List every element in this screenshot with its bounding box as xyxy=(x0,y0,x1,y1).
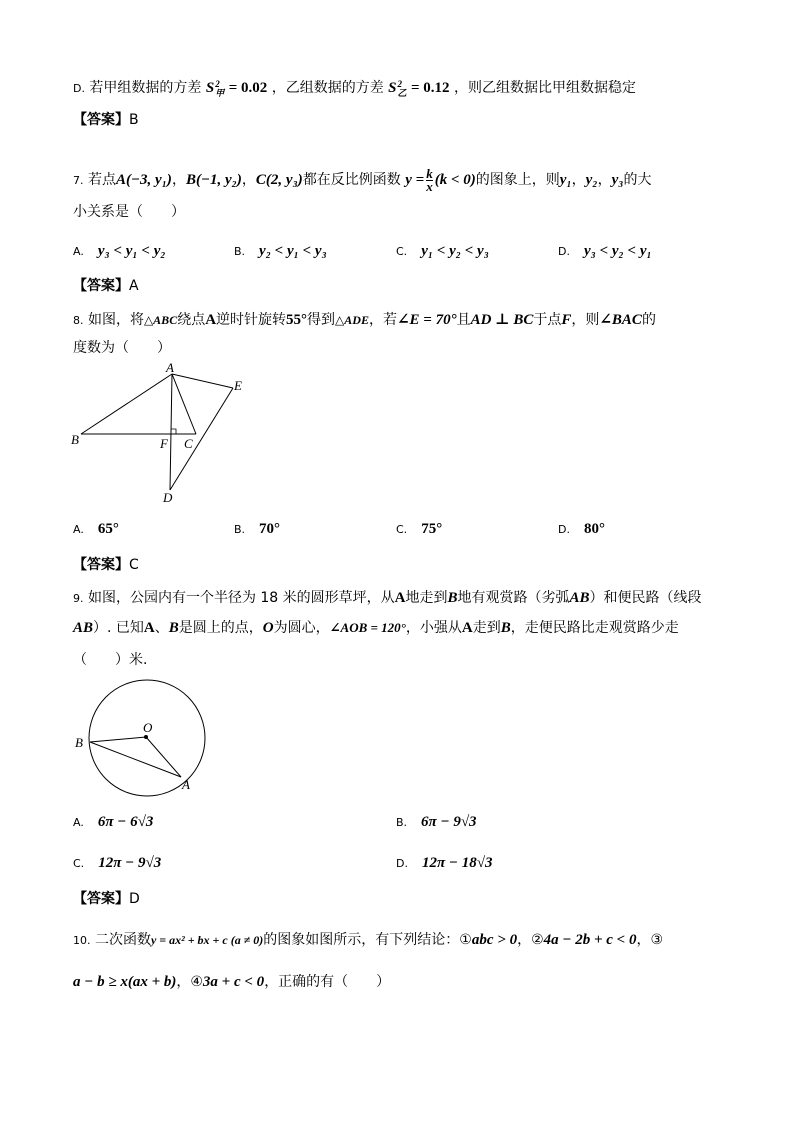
q9-option-a-letter: A. xyxy=(73,816,84,829)
q6-d-text-1: 若甲组数据的方差 xyxy=(89,80,202,96)
q7-func-condition: (k < 0) xyxy=(434,171,476,188)
q8-figure xyxy=(66,362,256,510)
q10-text-2: 的图象如图所示，有下列结论：① xyxy=(263,932,472,948)
q8-rotation-angle: 55° xyxy=(286,312,308,328)
q7-y1: y₁ xyxy=(559,171,572,188)
q7-sep-2: ， xyxy=(241,171,256,188)
q6-answer xyxy=(73,110,139,130)
q7-option-c-letter: C. xyxy=(396,245,408,258)
q9-text-2d: 为圆心， xyxy=(273,620,330,636)
q8-text-line2: 度数为（ ） xyxy=(73,340,171,356)
q10-function: y = ax² + bx + c (a ≠ 0) xyxy=(150,933,264,947)
q7-option-c[interactable] xyxy=(396,243,489,260)
q6-var2-sup: 2 xyxy=(397,78,402,89)
q10-conclusion-2: 4a − 2b + c < 0 xyxy=(543,932,637,948)
q10-number: 10. xyxy=(73,934,91,947)
q10-text-3: ，② xyxy=(517,932,544,948)
q9-point-b-3: B xyxy=(500,620,511,636)
q9-arc-ab: AB xyxy=(569,590,590,606)
q8-condition-angle-e: ∠E = 70° xyxy=(396,312,457,328)
q8-label-f: F xyxy=(160,436,168,451)
q8-option-c-expr: 75° xyxy=(421,521,443,537)
q8-option-a-letter: A. xyxy=(73,523,84,536)
q6-var2-symbol: S xyxy=(388,80,397,96)
q7-answer-value: A xyxy=(129,278,139,294)
q8-stem-line2 xyxy=(73,338,171,358)
q8-triangle-abc: △ABC xyxy=(143,313,178,327)
q8-option-b[interactable] xyxy=(234,521,280,538)
q6-answer-label: 【答案】 xyxy=(73,112,129,128)
q8-point-a: A xyxy=(205,312,217,328)
q9-option-a-expr: 6π − 6√3 xyxy=(97,814,154,830)
q9-text-2e: ，小强从 xyxy=(405,620,462,636)
q6-var1-value: = 0.02 xyxy=(228,80,268,96)
q9-stem-line3 xyxy=(73,650,147,670)
q9-seg-bo xyxy=(90,737,146,742)
q8-right-angle-mark xyxy=(171,429,176,434)
q7-option-a[interactable] xyxy=(73,243,166,260)
q10-text-1: 二次函数 xyxy=(94,932,151,948)
q7-answer-label: 【答案】 xyxy=(73,278,129,294)
q9-text-2f: 走到 xyxy=(472,620,501,636)
q7-point-a: A(−3, y₁) xyxy=(115,171,172,188)
q8-label-d: D xyxy=(163,490,173,505)
q7-text-3: 的图象上，则 xyxy=(475,171,560,188)
q7-answer xyxy=(73,276,139,296)
q9-point-o: O xyxy=(262,620,274,636)
q7-option-b[interactable] xyxy=(234,243,327,260)
q7-func-numerator: k xyxy=(426,166,433,181)
q9-text-2g: ，走便民路比走观赏路少走 xyxy=(510,620,679,636)
q9-seg-ba xyxy=(90,742,181,777)
q10-stem-line2 xyxy=(73,972,390,992)
q7-point-c: C(2, y₃) xyxy=(255,171,303,188)
q8-option-a-expr: 65° xyxy=(97,521,119,537)
q9-answer xyxy=(73,889,140,909)
q9-option-c-expr: 12π − 9√3 xyxy=(98,855,162,871)
q9-option-d[interactable] xyxy=(396,855,492,872)
q9-option-b[interactable] xyxy=(396,814,477,831)
q9-center-dot xyxy=(144,735,148,739)
q10-stem-line1 xyxy=(73,930,663,951)
q10-text-5: ，④ xyxy=(176,974,203,990)
q7-point-b: B(−1, y₂) xyxy=(185,171,242,188)
q9-stem-line2 xyxy=(73,618,679,638)
q7-option-d-expr: y₃ < y₂ < y₁ xyxy=(583,243,652,259)
q7-func-denominator: x xyxy=(426,179,433,194)
q7-option-b-expr: y₂ < y₁ < y₃ xyxy=(259,243,327,259)
q7-option-a-letter: A. xyxy=(73,245,84,258)
q7-stem-line1 xyxy=(73,168,651,193)
q8-seg-ae xyxy=(172,374,233,388)
q7-text-4: 的大 xyxy=(623,171,652,188)
q7-option-a-expr: y₃ < y₁ < y₂ xyxy=(97,243,166,259)
q9-seg-oa xyxy=(146,737,181,777)
q9-option-d-letter: D. xyxy=(396,857,408,870)
q9-label-a: A xyxy=(182,777,190,792)
q8-label-b: B xyxy=(71,432,79,447)
q6-answer-value: B xyxy=(129,112,139,128)
q9-point-b-2: B xyxy=(168,620,179,636)
q9-point-a-3: A xyxy=(461,620,473,636)
q6-d-text-2: ，乙组数据的方差 xyxy=(271,80,384,96)
q9-option-b-expr: 6π − 9√3 xyxy=(421,814,477,830)
q9-figure xyxy=(70,676,210,800)
q8-text-7: 于点 xyxy=(533,312,562,328)
q9-text-2a: ）. 已知 xyxy=(93,620,144,636)
q7-func-lhs: y = xyxy=(405,171,425,188)
q8-point-f: F xyxy=(561,312,572,328)
q8-target-angle: ∠BAC xyxy=(599,312,642,328)
q8-triangle-ade: △ADE xyxy=(335,313,369,327)
q9-label-o: O xyxy=(143,720,153,735)
q8-seg-ac xyxy=(172,374,196,434)
q9-option-c[interactable] xyxy=(73,855,161,872)
q6-variance-yi xyxy=(388,80,406,96)
q6-var2-value: = 0.12 xyxy=(410,80,450,96)
q7-comma-1: ， xyxy=(571,171,586,188)
q9-answer-value: D xyxy=(129,891,140,907)
q9-point-a: A xyxy=(394,590,406,606)
q7-comma-2: ， xyxy=(597,171,612,188)
q6-d-letter: D. xyxy=(73,82,85,95)
q8-label-c: C xyxy=(184,436,193,451)
q8-text-4: 得到 xyxy=(307,312,336,328)
q7-function xyxy=(405,166,476,194)
q9-point-a-2: A xyxy=(143,620,155,636)
q9-text-line3: （ ）米. xyxy=(73,652,148,668)
q7-option-d-letter: D. xyxy=(558,245,570,258)
q9-text-1a: 如图，公园内有一个半径为 18 米的圆形草坪，从 xyxy=(87,590,395,606)
q9-point-b: B xyxy=(447,590,458,606)
q8-label-e: E xyxy=(234,378,242,393)
q9-text-1b: 地走到 xyxy=(405,590,448,606)
q6-var2-sub: 乙 xyxy=(397,87,407,98)
q7-text-2: 都在反比例函数 xyxy=(302,171,401,188)
q9-option-a[interactable] xyxy=(73,814,153,831)
q9-answer-label: 【答案】 xyxy=(73,891,129,907)
q7-number: 7. xyxy=(73,173,84,187)
q9-text-1c: 地有观赏路（劣弧 xyxy=(457,590,570,606)
q8-seg-ad xyxy=(170,374,172,490)
q7-option-d[interactable] xyxy=(558,243,652,260)
q8-seg-de xyxy=(170,388,233,490)
q8-text-8: ，则 xyxy=(571,312,600,328)
q8-text-2: 绕点 xyxy=(177,312,206,328)
q9-text-1d: ）和便民路（线段 xyxy=(589,590,702,606)
q8-condition-perpendicular: AD ⊥ BC xyxy=(470,312,534,328)
q7-text-1: 若点 xyxy=(87,171,116,188)
q8-text-9: 的 xyxy=(641,312,656,328)
q6-var1-sup: 2 xyxy=(215,78,220,89)
q9-segment-ab: AB xyxy=(73,620,94,636)
q8-label-a: A xyxy=(166,362,174,375)
q9-text-2c: 是圆上的点， xyxy=(178,620,263,636)
q8-answer xyxy=(73,555,139,575)
q8-option-d-letter: D. xyxy=(558,523,570,536)
q8-stem-line1 xyxy=(73,310,656,331)
q7-text-line2: 小关系是（ ） xyxy=(73,204,185,220)
q9-number: 9. xyxy=(73,592,84,605)
q8-option-b-expr: 70° xyxy=(259,521,281,537)
q8-text-5: ，若 xyxy=(368,312,397,328)
q7-option-b-letter: B. xyxy=(234,245,246,258)
q6-var1-symbol: S xyxy=(205,80,215,96)
q10-conclusion-4: 3a + c < 0 xyxy=(202,974,265,990)
q8-option-c-letter: C. xyxy=(396,523,408,536)
q10-conclusion-1: abc > 0 xyxy=(471,932,518,948)
q8-seg-ba xyxy=(81,374,172,434)
q9-text-2b: 、 xyxy=(154,620,169,636)
q7-sep-1: ， xyxy=(171,171,186,188)
q8-option-d[interactable] xyxy=(558,521,605,538)
q8-number: 8. xyxy=(73,314,84,327)
q7-stem-line2 xyxy=(73,202,185,222)
q9-angle-aob: ∠AOB = 120° xyxy=(329,620,406,635)
q6-var1-sub: 甲 xyxy=(215,87,225,98)
q9-stem-line1 xyxy=(73,588,702,609)
q8-option-d-expr: 80° xyxy=(583,521,605,537)
q6-d-text-3: ，则乙组数据比甲组数据稳定 xyxy=(453,80,636,96)
q7-y3: y₃ xyxy=(611,171,624,188)
q8-text-1: 如图，将 xyxy=(87,312,144,328)
q10-text-4: ，③ xyxy=(636,932,664,948)
q10-text-6: ，正确的有（ ） xyxy=(264,974,391,990)
q6-variance-jia xyxy=(206,80,224,96)
q9-label-b: B xyxy=(75,735,83,750)
q9-option-b-letter: B. xyxy=(396,816,408,829)
q9-option-d-expr: 12π − 18√3 xyxy=(421,855,493,871)
q8-text-6: 且 xyxy=(456,312,471,328)
q9-option-c-letter: C. xyxy=(73,857,85,870)
q8-option-b-letter: B. xyxy=(234,523,246,536)
q8-option-c[interactable] xyxy=(396,521,442,538)
q10-conclusion-3: a − b ≥ x(ax + b) xyxy=(73,974,177,990)
q8-answer-value: C xyxy=(129,557,139,573)
q8-text-3: 逆时针旋转 xyxy=(216,312,287,328)
q6-option-d xyxy=(73,78,636,99)
q8-answer-label: 【答案】 xyxy=(73,557,129,573)
q7-y2: y₂ xyxy=(585,171,598,188)
q8-option-a[interactable] xyxy=(73,521,119,538)
q7-option-c-expr: y₁ < y₂ < y₃ xyxy=(421,243,489,259)
